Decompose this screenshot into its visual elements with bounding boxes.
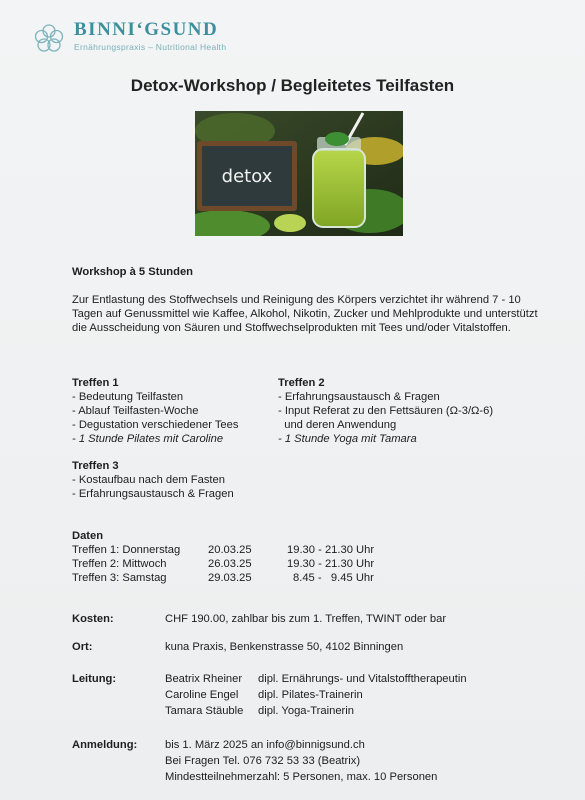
kosten-label: Kosten: (72, 613, 114, 625)
anmeldung-line: Mindestteilnehmerzahl: 5 Personen, max. 10 Personen (165, 771, 438, 783)
meeting-title: Treffen 1 (72, 377, 119, 389)
meeting-title: Treffen 3 (72, 460, 119, 472)
leader-role: dipl. Pilates-Trainerin (258, 689, 363, 701)
leader-name: Beatrix Rheiner (165, 673, 243, 685)
workshop-heading: Workshop à 5 Stunden (72, 266, 194, 278)
chalkboard (197, 141, 297, 211)
intro-text: Zur Entlastung des Stoffwechsels und Reinigung des Körpers verzichtet ihr während 7 - 10 Tagen auf Genussmittel wie Kaffee, Alkohol, Nikotin, Zucker und Mehlprodukte und unterstützt die Ausscheidung von Säuren und Stoffwechselprodukten mit Tees und/oder Vitalstoffen. (72, 294, 538, 334)
leader-role: dipl. Ernährungs- und Vitalstofftherapeutin (258, 673, 467, 685)
list-item-special: - 1 Stunde Yoga mit Tamara (278, 433, 417, 445)
list-item: - Ablauf Teilfasten-Woche (72, 405, 199, 417)
date-time: 19.30 - 21.30 Uhr (287, 558, 375, 570)
chalkboard-text: detox (221, 166, 273, 187)
list-item: und deren Anwendung (278, 419, 397, 431)
date-label: Treffen 1: Donnerstag (72, 544, 181, 556)
date-value: 20.03.25 (208, 544, 252, 556)
anmeldung-label: Anmeldung: (72, 739, 138, 751)
meeting-3 (72, 459, 292, 501)
meeting-2 (278, 376, 538, 446)
page-title: Detox-Workshop / Begleitetes Teilfasten (130, 76, 455, 95)
ort-value: kuna Praxis, Benkenstrasse 50, 4102 Binningen (165, 641, 404, 653)
leader-name: Tamara Stäuble (165, 705, 244, 717)
flower-logo-icon (30, 20, 68, 58)
date-value: 29.03.25 (208, 572, 252, 584)
kosten-value: CHF 190.00, zahlbar bis zum 1. Treffen, TWINT oder bar (165, 613, 447, 625)
logo (30, 20, 226, 58)
list-item: - Degustation verschiedener Tees (72, 419, 239, 431)
date-label: Treffen 2: Mittwoch (72, 558, 167, 570)
meeting-title: Treffen 2 (278, 377, 325, 389)
leitung-label: Leitung: (72, 673, 117, 685)
list-item: - Bedeutung Teilfasten (72, 391, 184, 403)
date-time: 19.30 - 21.30 Uhr (287, 544, 375, 556)
list-item: - Erfahrungsaustausch & Fragen (278, 391, 440, 403)
date-value: 26.03.25 (208, 558, 252, 570)
leader-role: dipl. Yoga-Trainerin (258, 705, 354, 717)
ort-label: Ort: (72, 641, 93, 653)
list-item: - Input Referat zu den Fettsäuren (Ω-3/Ω-6) (278, 405, 494, 417)
leader-name: Caroline Engel (165, 689, 239, 701)
detox-photo (195, 111, 403, 236)
list-item-special: - 1 Stunde Pilates mit Caroline (72, 433, 224, 445)
list-item: - Kostaufbau nach dem Fasten (72, 474, 225, 486)
date-label: Treffen 3: Samstag (72, 572, 167, 584)
list-item: - Erfahrungsaustausch & Fragen (72, 488, 234, 500)
anmeldung-line: Bei Fragen Tel. 076 732 53 33 (Beatrix) (165, 755, 361, 767)
dates-heading: Daten (72, 530, 104, 542)
meeting-1 (72, 376, 272, 446)
brand-tagline: Ernährungspraxis – Nutritional Health (74, 42, 227, 52)
anmeldung-line: bis 1. März 2025 an info@binnigsund.ch (165, 739, 365, 751)
brand-name: BINNI‘GSUND (74, 19, 219, 40)
date-time: 8.45 - 9.45 Uhr (293, 572, 374, 584)
